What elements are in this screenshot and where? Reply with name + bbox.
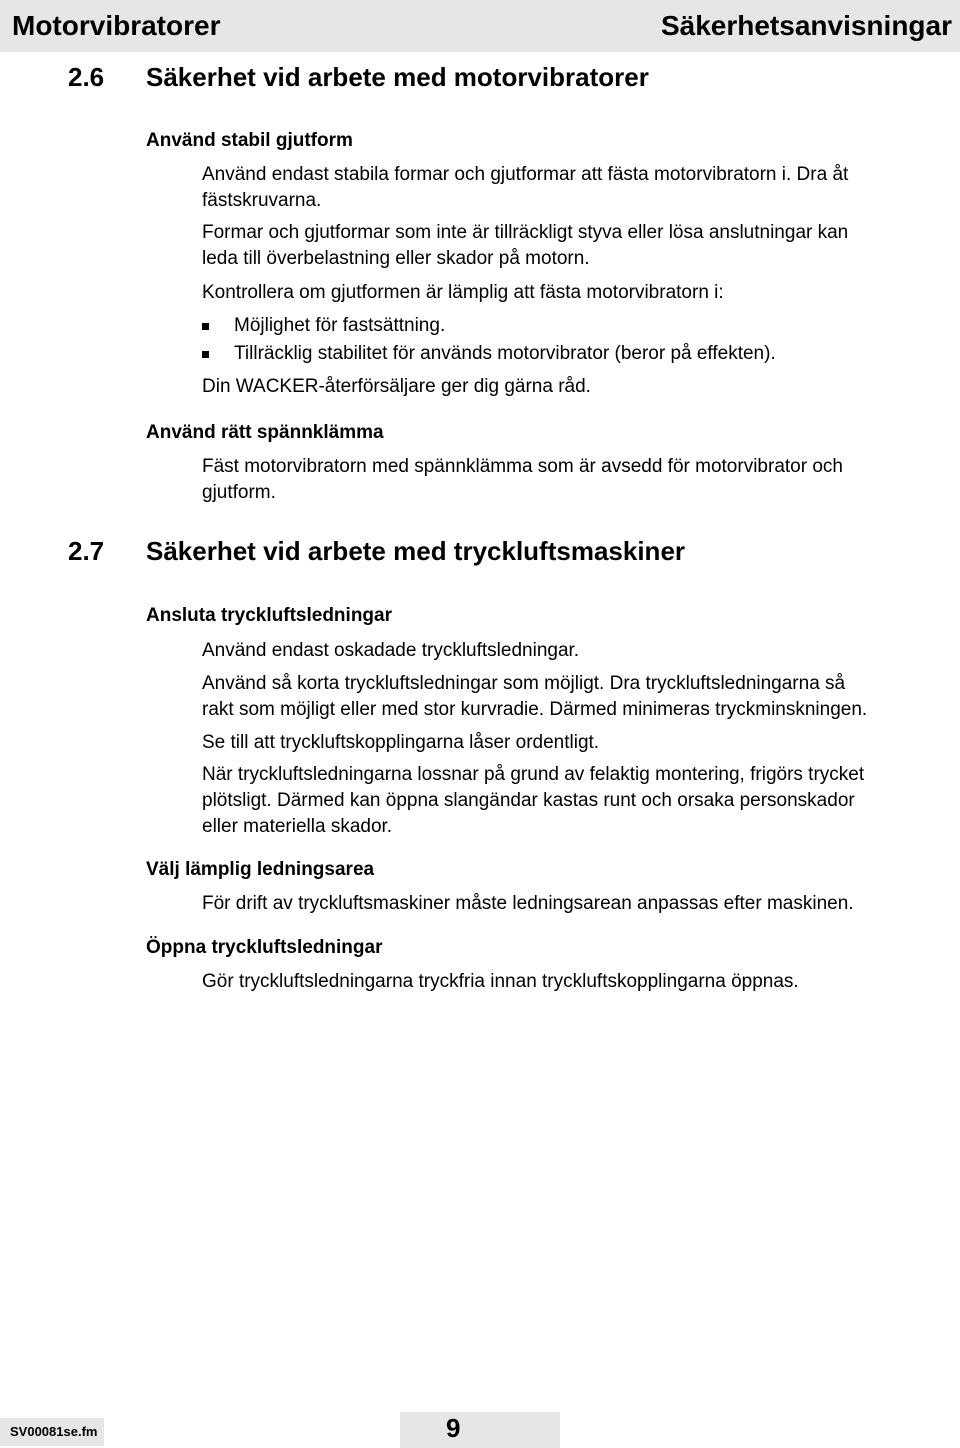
paragraph-line: Använd endast oskadade tryckluftsledningar. bbox=[202, 640, 580, 661]
subheading-connect-lines: Ansluta tryckluftsledningar bbox=[146, 605, 392, 626]
paragraph-line: Gör tryckluftsledningarna tryckfria innan tryckluftskopplingarna öppnas. bbox=[202, 971, 799, 992]
paragraph-line: leda till överbelastning eller skador på motorn. bbox=[202, 248, 590, 269]
section-title-2-7: Säkerhet vid arbete med tryckluftsmaskiner bbox=[146, 536, 686, 566]
list-item-text: Tillräcklig stabilitet för används motorvibrator (beror på effekten). bbox=[234, 343, 776, 364]
paragraph-line: Se till att tryckluftskopplingarna låser ordentligt. bbox=[202, 732, 600, 753]
paragraph-line: För drift av tryckluftsmaskiner måste ledningsarean anpassas efter maskinen. bbox=[202, 893, 854, 914]
paragraph-line: Använd endast stabila formar och gjutformar att fästa motorvibratorn i. Dra åt bbox=[202, 164, 849, 185]
chapter-title: Motorvibratorer bbox=[12, 10, 221, 41]
footer-filename: SV00081se.fm bbox=[10, 1424, 98, 1439]
section-category: Säkerhetsanvisningar bbox=[660, 10, 952, 41]
footer-page-box bbox=[400, 1412, 560, 1448]
bullet-square-icon bbox=[202, 351, 209, 358]
paragraph-line: När tryckluftsledningarna lossnar på grund av felaktig montering, frigörs trycket bbox=[202, 764, 865, 785]
subheading-stable-mold: Använd stabil gjutform bbox=[146, 130, 353, 151]
paragraph-line: plötsligt. Därmed kan öppna slangändar kastas runt och orsaka personskador bbox=[202, 790, 855, 811]
page-number: 9 bbox=[446, 1413, 461, 1443]
subheading-open-lines: Öppna tryckluftsledningar bbox=[146, 937, 383, 958]
paragraph-line: eller materiella skador. bbox=[202, 816, 393, 837]
section-number-2-6: 2.6 bbox=[68, 62, 105, 92]
paragraph-line: Kontrollera om gjutformen är lämplig att fästa motorvibratorn i: bbox=[202, 282, 724, 303]
subheading-clamp: Använd rätt spännklämma bbox=[146, 422, 384, 443]
paragraph-line: Formar och gjutformar som inte är tillräckligt styva eller lösa anslutningar kan bbox=[202, 222, 849, 243]
list-item-text: Möjlighet för fastsättning. bbox=[234, 315, 446, 336]
paragraph-line: gjutform. bbox=[202, 482, 276, 503]
paragraph-line: Din WACKER-återförsäljare ger dig gärna råd. bbox=[202, 376, 591, 397]
paragraph-line: fästskruvarna. bbox=[202, 190, 322, 211]
paragraph-line: Använd så korta tryckluftsledningar som möjligt. Dra tryckluftsledningarna så bbox=[202, 673, 846, 694]
subheading-line-area: Välj lämplig ledningsarea bbox=[146, 859, 375, 880]
paragraph-line: Fäst motorvibratorn med spännklämma som är avsedd för motorvibrator och bbox=[202, 456, 843, 477]
bullet-square-icon bbox=[202, 323, 209, 330]
section-title-2-6: Säkerhet vid arbete med motorvibratorer bbox=[146, 62, 649, 92]
paragraph-line: rakt som möjligt eller med stor kurvradie. Därmed minimeras tryckminskningen. bbox=[202, 699, 868, 720]
section-number-2-7: 2.7 bbox=[68, 536, 105, 566]
page-header bbox=[0, 0, 960, 52]
